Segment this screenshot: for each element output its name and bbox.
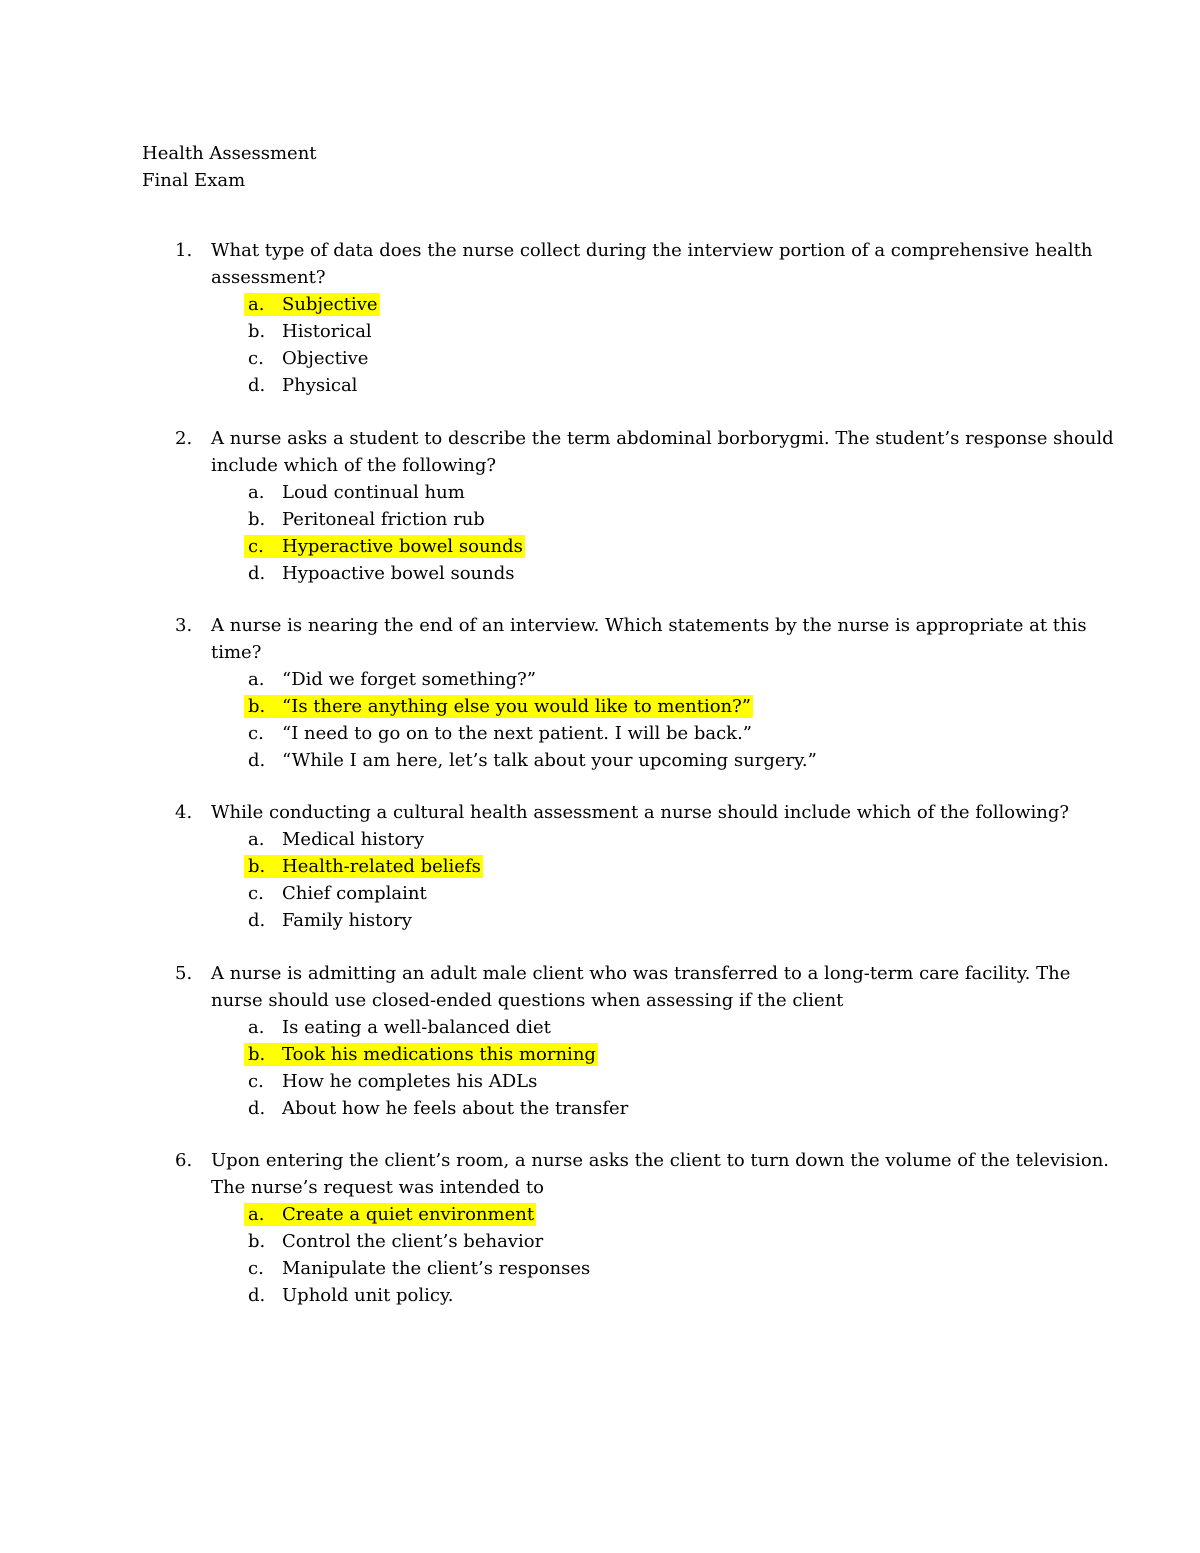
option-text: Hypoactive bowel sounds [282,563,515,584]
option-letter: a. [248,1204,265,1225]
option-text: “I need to go on to the next patient. I will be back.” [282,723,753,744]
option-text: Create a quiet environment [282,1204,535,1225]
question-number: 6. [175,1150,193,1171]
option-text: “Did we forget something?” [282,669,536,690]
option-text: Loud continual hum [282,482,465,503]
question-text-line: A nurse is nearing the end of an interview. Which statements by the nurse is appropriate at this [211,615,1087,636]
question-text-line: What type of data does the nurse collect during the interview portion of a comprehensive health [211,240,1093,261]
option-letter: c. [248,883,264,904]
question-number: 5. [175,963,193,984]
question-text [211,425,1114,479]
option-text: Subjective [282,294,378,315]
question-text-line: time? [211,642,262,663]
option-text: Peritoneal friction rub [282,509,485,530]
question-text [211,799,1070,826]
option-text: Took his medications this morning [282,1044,596,1065]
option-text: Manipulate the client’s responses [282,1258,591,1279]
option-text: Uphold unit policy. [282,1285,454,1306]
option-letter: d. [248,1098,266,1119]
question-text-line: nurse should use closed-ended questions when assessing if the client [211,990,844,1011]
option-text: Health-related beliefs [282,856,481,877]
option-letter: a. [248,829,265,850]
question-number: 1. [175,240,193,261]
option-letter: b. [248,1231,266,1252]
option-letter: c. [248,1258,264,1279]
question-text-line: The nurse’s request was intended to [211,1177,544,1198]
option-letter: b. [248,1044,266,1065]
option-letter: c. [248,348,264,369]
option-letter: c. [248,1071,264,1092]
option-text: Family history [282,910,412,931]
option-letter: b. [248,321,266,342]
question-number: 3. [175,615,193,636]
question-text [211,237,1093,291]
option-letter: d. [248,750,266,771]
option-text: Chief complaint [282,883,427,904]
option-letter: d. [248,1285,266,1306]
option-text: “While I am here, let’s talk about your upcoming surgery.” [282,750,817,771]
question-text [211,612,1087,666]
option-text: Hyperactive bowel sounds [282,536,523,557]
question-number: 2. [175,428,193,449]
question-text-line: A nurse is admitting an adult male client who was transferred to a long-term care facility. The [211,963,1071,984]
option-text: Historical [282,321,372,342]
question-text-line: assessment? [211,267,326,288]
question-text [211,1147,1110,1201]
option-text: Control the client’s behavior [282,1231,544,1252]
document-title [142,140,317,194]
option-text: Physical [282,375,358,396]
question-text [211,960,1071,1014]
option-letter: a. [248,482,265,503]
question-number: 4. [175,802,193,823]
option-letter: b. [248,856,266,877]
option-letter: b. [248,509,266,530]
question-text-line: A nurse asks a student to describe the term abdominal borborygmi. The student’s response should [211,428,1114,449]
option-letter: a. [248,1017,265,1038]
question-text-line: include which of the following? [211,455,497,476]
question-text-line: Upon entering the client’s room, a nurse asks the client to turn down the volume of the television. [211,1150,1110,1171]
title-line-1: Health Assessment [142,143,317,164]
title-line-2: Final Exam [142,170,246,191]
option-text: About how he feels about the transfer [282,1098,629,1119]
option-letter: c. [248,723,264,744]
option-text: Medical history [282,829,425,850]
option-letter: d. [248,563,266,584]
option-letter: a. [248,669,265,690]
option-letter: a. [248,294,265,315]
option-letter: d. [248,375,266,396]
option-letter: b. [248,696,266,717]
option-text: Objective [282,348,369,369]
option-text: How he completes his ADLs [282,1071,538,1092]
option-text: Is eating a well-balanced diet [282,1017,551,1038]
option-letter: c. [248,536,264,557]
question-text-line: While conducting a cultural health assessment a nurse should include which of the following? [211,802,1070,823]
option-text: “Is there anything else you would like to mention?” [282,696,751,717]
option-letter: d. [248,910,266,931]
